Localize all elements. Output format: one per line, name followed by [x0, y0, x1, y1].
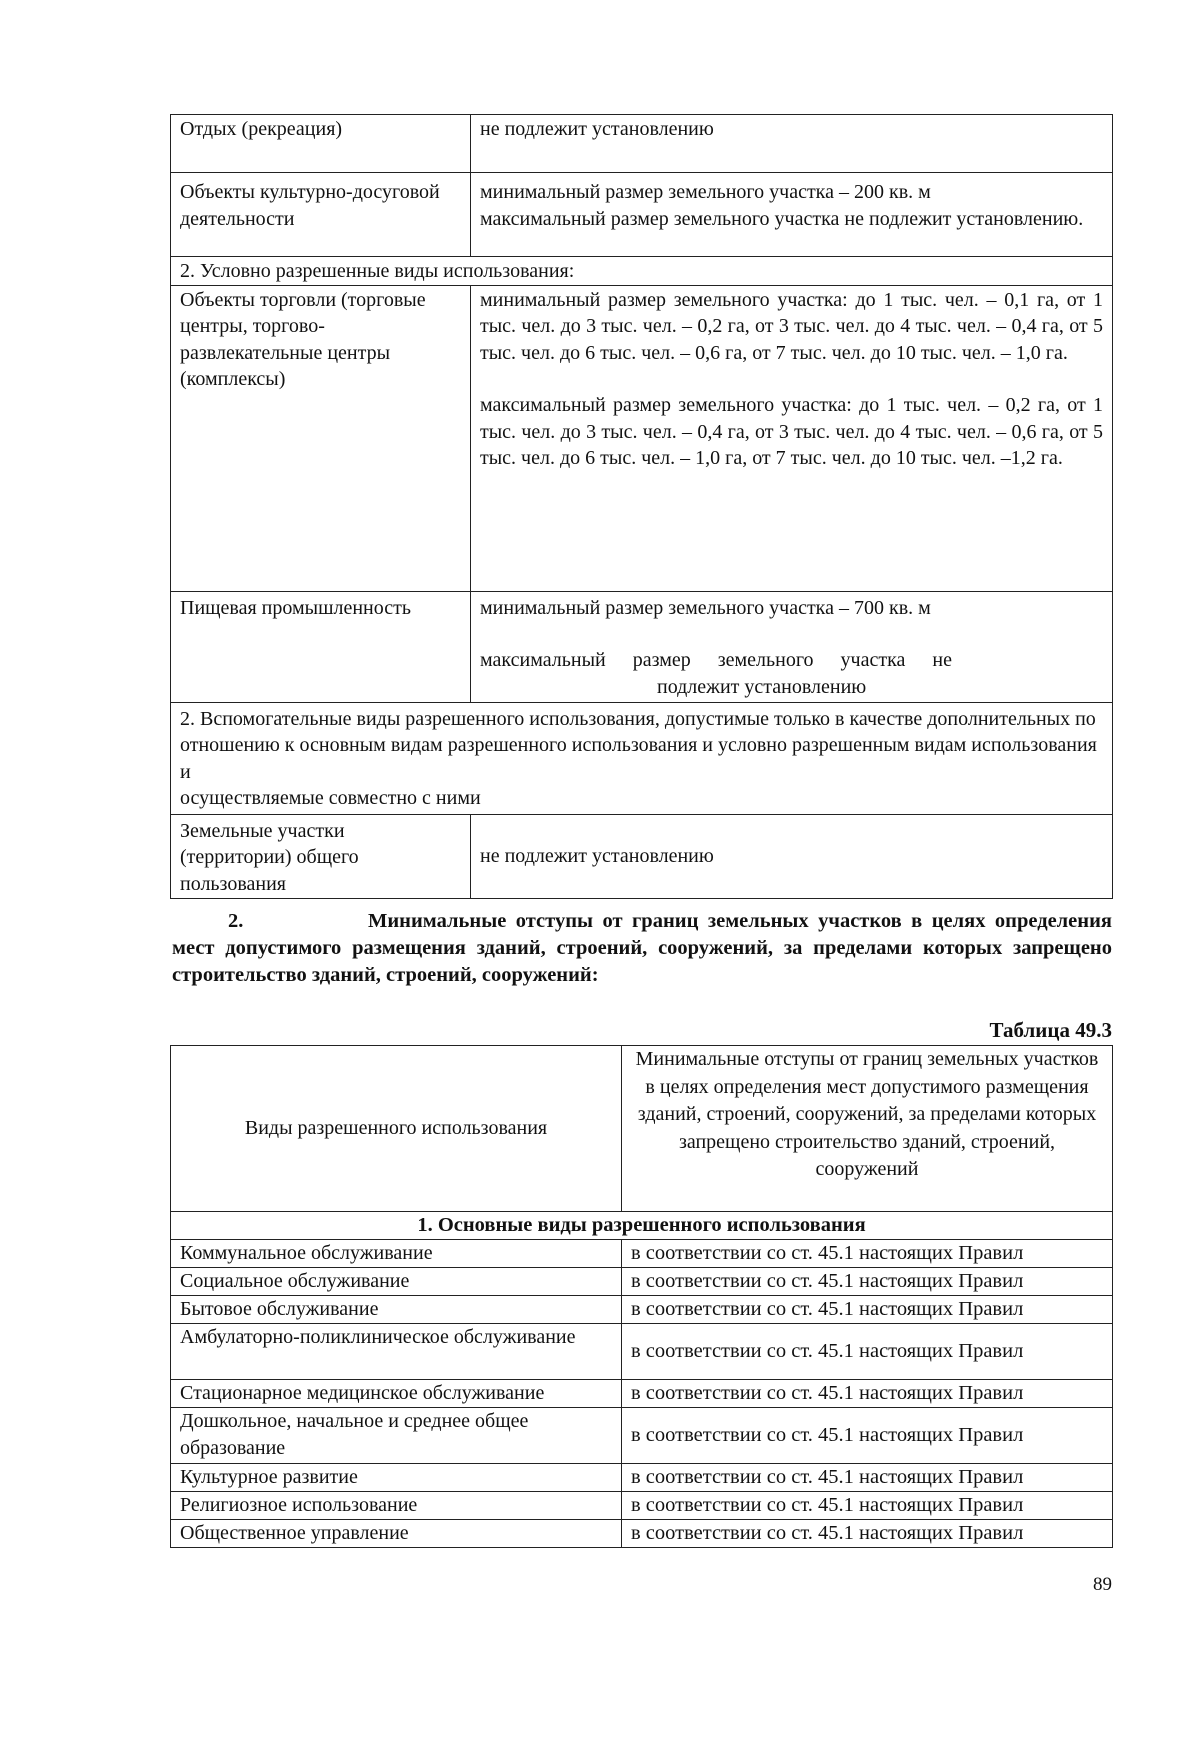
table-caption: Таблица 49.3	[989, 1018, 1112, 1042]
min-size-text: минимальный размер земельного участка – 200 кв. м	[480, 181, 931, 203]
table-row	[171, 1464, 1113, 1492]
use-cell: Коммунальное обслуживание	[171, 1240, 622, 1268]
use-cell: Социальное обслуживание	[171, 1268, 622, 1296]
max-size-text: максимальный размер земельного участка не	[480, 649, 952, 671]
section-cell: 2. Условно разрешенные виды использования:	[171, 257, 1113, 286]
setback-cell: в соответствии со ст. 45.1 настоящих Правил	[622, 1324, 1113, 1380]
table-row	[171, 1408, 1113, 1464]
setback-cell: в соответствии со ст. 45.1 настоящих Правил	[622, 1464, 1113, 1492]
size-cell	[471, 285, 1113, 591]
size-cell	[471, 591, 1113, 702]
min-size-text: минимальный размер земельного участка – 700 кв. м	[480, 596, 931, 619]
use-cell: Земельные участки (территории) общего пользования	[171, 814, 471, 898]
setback-cell: в соответствии со ст. 45.1 настоящих Правил	[622, 1268, 1113, 1296]
setback-cell: в соответствии со ст. 45.1 настоящих Правил	[622, 1240, 1113, 1268]
use-cell: Амбулаторно-поликлиническое обслуживание	[171, 1324, 622, 1380]
page-number: 89	[1093, 1574, 1112, 1595]
section-row	[171, 702, 1113, 814]
setback-cell: в соответствии со ст. 45.1 настоящих Правил	[622, 1380, 1113, 1408]
setback-table	[170, 1045, 1113, 1548]
section-text: 2. Вспомогательные виды разрешенного использования, допустимые только в качестве дополнительных по отношению к основным видам разрешенного использования и условно разрешенным видам использования и	[180, 707, 1097, 783]
table-header-row	[171, 1046, 1113, 1212]
table-row	[171, 814, 1113, 898]
spacer	[480, 366, 1103, 392]
use-cell: Отдых (рекреация)	[171, 115, 471, 173]
column-header-use: Виды разрешенного использования	[171, 1046, 622, 1212]
use-cell: Стационарное медицинское обслуживание	[171, 1380, 622, 1408]
table-row	[171, 1296, 1113, 1324]
table-row	[171, 1324, 1113, 1380]
max-size-text-cont: подлежит установлению	[657, 675, 867, 698]
use-cell: Культурное развитие	[171, 1464, 622, 1492]
use-cell: Объекты культурно-досуговой деятельности	[171, 173, 471, 257]
table-row	[171, 1268, 1113, 1296]
section-cell	[171, 702, 1113, 814]
heading-text: Минимальные отступы от границ земельных участков в целях определения мест допустимого размещения зданий, строений, сооружений, за пределами которых запрещено строительство зданий, строений, сооружений:	[172, 910, 1112, 986]
table-row	[171, 1380, 1113, 1408]
section-row	[171, 257, 1113, 286]
use-cell: Пищевая промышленность	[171, 591, 471, 702]
section-row	[171, 1212, 1113, 1240]
table-row	[171, 115, 1113, 173]
setback-cell: в соответствии со ст. 45.1 настоящих Правил	[622, 1296, 1113, 1324]
min-size-text: минимальный размер земельного участка: до 1 тыс. чел. – 0,1 га, от 1 тыс. чел. до 3 тыс. чел. – 0,2 га, от 3 тыс. чел. до 4 тыс. чел. – 0,4 га, от 5 тыс. чел. до 6 тыс. чел. – 0,6 га, от 7 тыс. чел. до 10 тыс. чел. – 1,0 га.	[480, 288, 1103, 364]
setback-cell: в соответствии со ст. 45.1 настоящих Правил	[622, 1520, 1113, 1548]
table-row	[171, 591, 1113, 702]
section-cell: 1. Основные виды разрешенного использования	[171, 1212, 1113, 1240]
section-text-cont: осуществляемые совместно с ними	[180, 787, 481, 809]
table-row	[171, 285, 1113, 591]
use-cell: Общественное управление	[171, 1520, 622, 1548]
use-cell: Бытовое обслуживание	[171, 1296, 622, 1324]
use-cell: Объекты торговли (торговые центры, торгово-развлекательные центры (комплексы)	[171, 285, 471, 591]
heading-number: 2.	[228, 910, 244, 932]
use-cell: Религиозное использование	[171, 1492, 622, 1520]
table-row	[171, 1520, 1113, 1548]
max-size-text: максимальный размер земельного участка: до 1 тыс. чел. – 0,2 га, от 1 тыс. чел. до 3 тыс. чел. – 0,4 га, от 3 тыс. чел. до 4 тыс. чел. – 0,6 га, от 5 тыс. чел. до 6 тыс. чел. – 1,0 га, от 7 тыс. чел. до 10 тыс. чел. –1,2 га.	[480, 394, 1103, 469]
size-cell: не подлежит установлению	[471, 115, 1113, 173]
size-cell	[471, 173, 1113, 257]
max-size-text: максимальный размер земельного участка не подлежит установлению.	[480, 207, 1084, 230]
spacer	[480, 621, 1103, 647]
table-row	[171, 1492, 1113, 1520]
column-header-setback: Минимальные отступы от границ земельных участков в целях определения мест допустимого размещения зданий, строений, сооружений, за пределами которых запрещено строительство зданий, строений, сооружений	[622, 1046, 1113, 1212]
section-heading	[172, 908, 1112, 989]
size-cell: не подлежит установлению	[471, 814, 1113, 898]
setback-cell: в соответствии со ст. 45.1 настоящих Правил	[622, 1408, 1113, 1464]
table-row	[171, 173, 1113, 257]
table-row	[171, 1240, 1113, 1268]
land-use-size-table	[170, 114, 1113, 899]
use-cell: Дошкольное, начальное и среднее общее образование	[171, 1408, 622, 1464]
setback-cell: в соответствии со ст. 45.1 настоящих Правил	[622, 1492, 1113, 1520]
